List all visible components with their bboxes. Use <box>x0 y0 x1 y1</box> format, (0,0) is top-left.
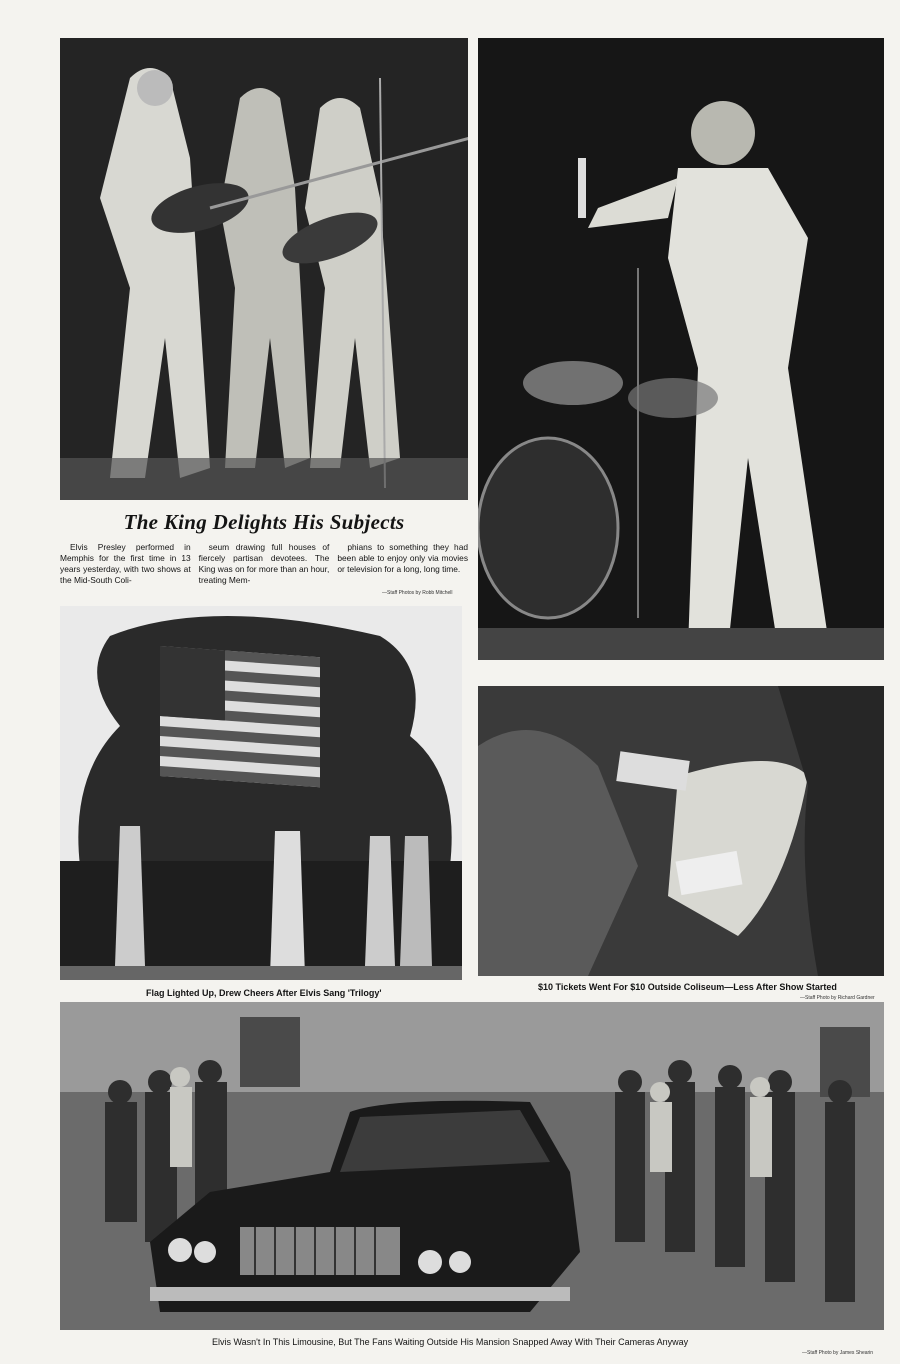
caption-limousine: Elvis Wasn't In This Limousine, But The Fans Waiting Outside His Mansion Snapped Away With Their Cameras Anyway <box>212 1337 689 1347</box>
article-body <box>60 542 468 586</box>
photo-band-guitars <box>60 38 468 500</box>
article-column-3: phians to something they had been able to enjoy only via movies or television for a long, long time. <box>337 542 469 574</box>
photo-flag-stage <box>60 606 462 980</box>
article-column-2: seum drawing full houses of fiercely partisan devotees. The King was on for more than an hour, treating Mem- <box>198 542 330 585</box>
headline: The King Delights His Subjects <box>123 510 405 534</box>
photo-tickets <box>478 686 884 976</box>
photo-credit-top: —Staff Photos by Robb Mitchell <box>382 590 453 596</box>
photo-elvis-drums <box>478 38 884 660</box>
photo-limousine-fans <box>60 1002 884 1330</box>
caption-tickets: $10 Tickets Went For $10 Outside Coliseum—Less After Show Started <box>538 982 837 992</box>
caption-flag: Flag Lighted Up, Drew Cheers After Elvis Sang 'Trilogy' <box>146 988 382 998</box>
photo-credit-tickets: —Staff Photo by Richard Gardner <box>800 995 875 1001</box>
photo-credit-limousine: —Staff Photo by James Shearin <box>802 1350 874 1356</box>
article-column-1: Elvis Presley performed in Memphis for the first time in 13 years yesterday, with two shows at the Mid-South Coli- <box>60 542 191 585</box>
